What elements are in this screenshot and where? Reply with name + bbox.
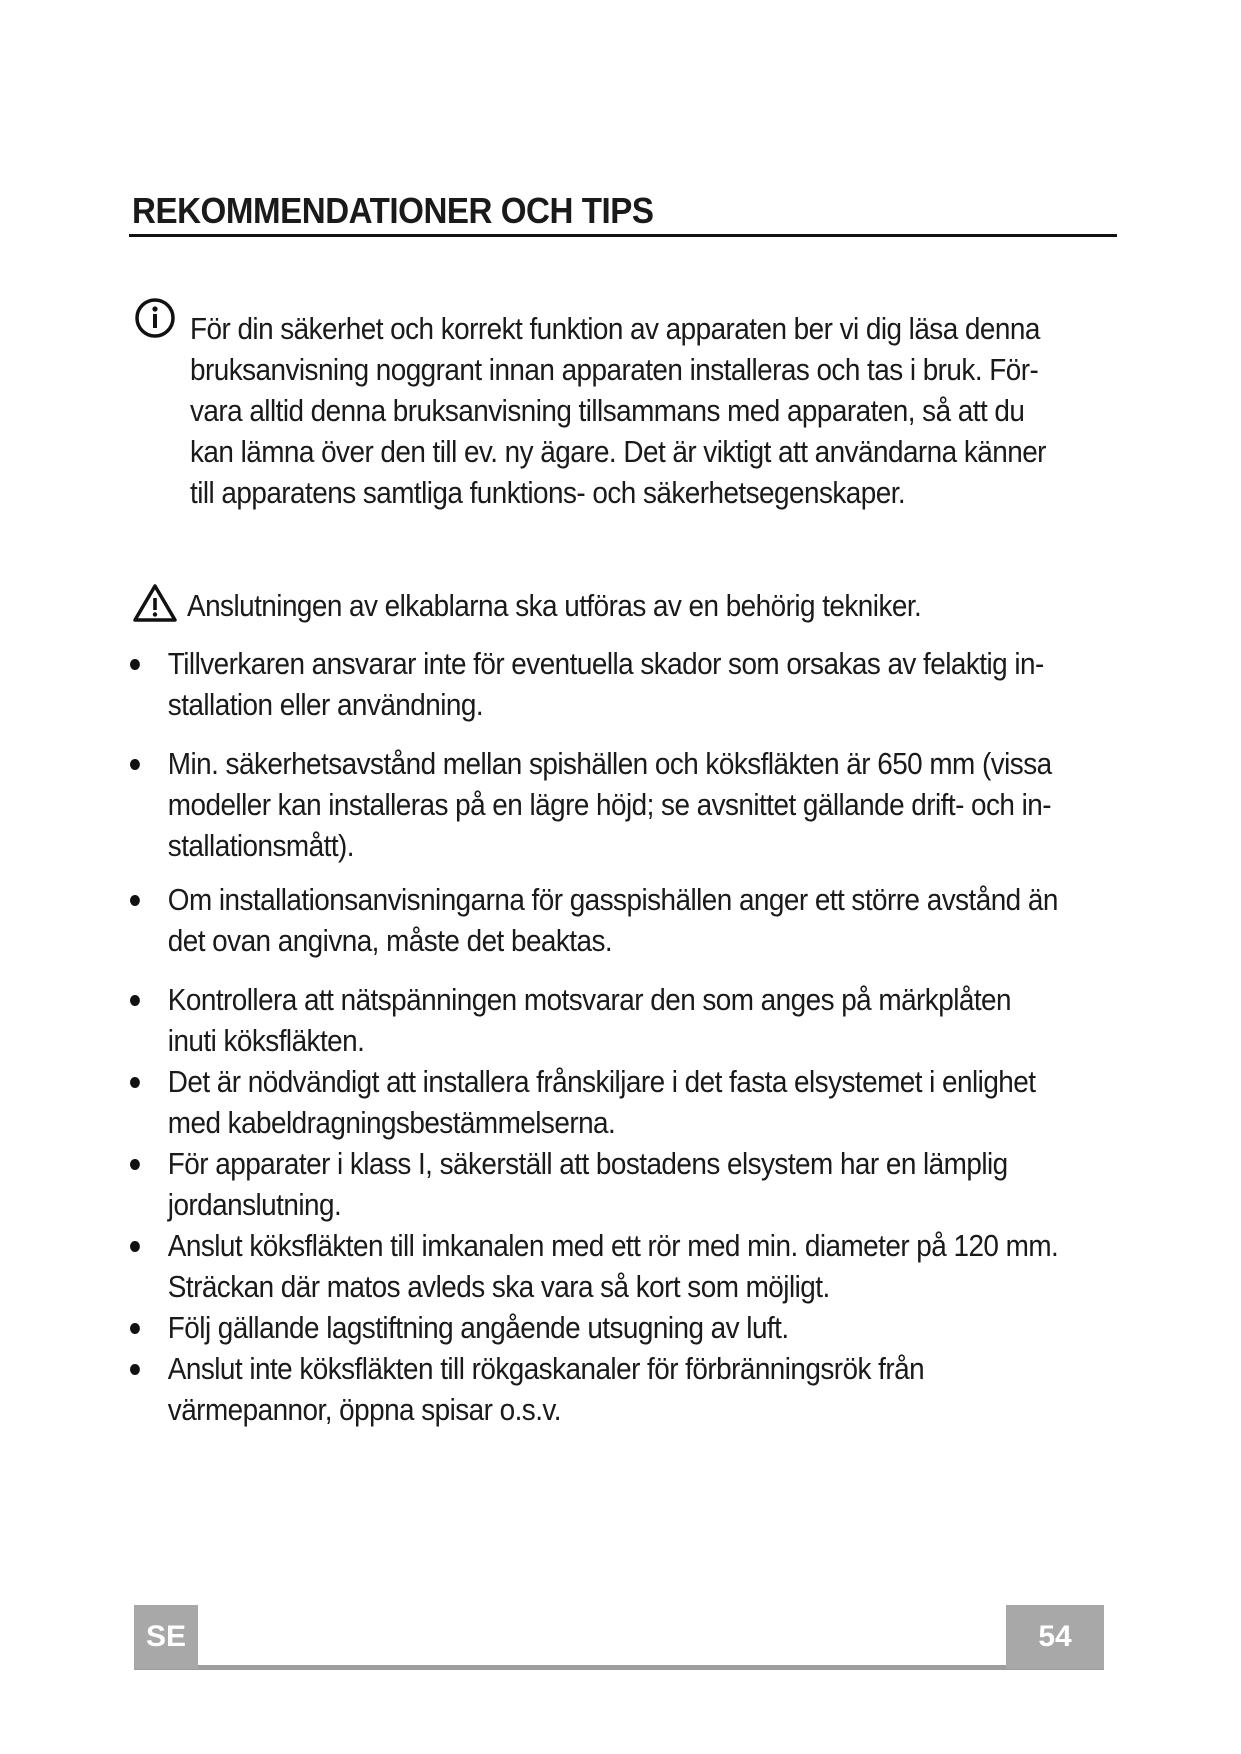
- list-item-line: Tillverkaren ansvarar inte för eventuella skador som orsakas av felaktig in-: [167, 646, 1044, 681]
- list-item-line: stallationsmått).: [167, 828, 355, 863]
- list-item-line: Det är nödvändigt att installera frånskiljare i det fasta elsystemet i enlighet: [167, 1064, 1036, 1099]
- list-item-line: Följ gällande lagstiftning angående utsugning av luft.: [167, 1310, 789, 1345]
- bullet-dot: [130, 1077, 140, 1088]
- title-underline: [129, 234, 1117, 237]
- list-item-line: För apparater i klass I, säkerställ att bostadens elsystem har en lämplig: [167, 1146, 1008, 1181]
- list-item-line: Kontrollera att nätspänningen motsvarar den som anges på märkplåten: [167, 982, 1012, 1017]
- list-item-line: Om installationsanvisningarna för gasspishällen anger ett större avstånd än: [167, 882, 1058, 917]
- list-item-line: Anslut köksfläkten till imkanalen med ett rör med min. diameter på 120 mm.: [167, 1228, 1059, 1263]
- info-line: För din säkerhet och korrekt funktion av apparaten ber vi dig läsa denna: [190, 311, 1040, 346]
- info-line: vara alltid denna bruksanvisning tillsammans med apparaten, så att du: [190, 393, 1025, 428]
- bullet-dot: [130, 1159, 140, 1170]
- bullet-dot: [130, 1364, 140, 1375]
- footer-rule: [134, 1665, 1104, 1670]
- list-item-line: Anslut inte köksfläkten till rökgaskanaler för förbränningsrök från: [167, 1351, 925, 1386]
- page-number: 54: [1006, 1605, 1104, 1669]
- info-line: bruksanvisning noggrant innan apparaten installeras och tas i bruk. För-: [190, 352, 1039, 387]
- bullet-dot: [130, 659, 140, 670]
- list-item-line: värmepannor, öppna spisar o.s.v.: [167, 1392, 561, 1427]
- list-item-line: jordanslutning.: [167, 1187, 342, 1222]
- info-line: till apparatens samtliga funktions- och säkerhetsegenskaper.: [190, 475, 906, 510]
- list-item-line: modeller kan installeras på en lägre höjd; se avsnittet gällande drift- och in-: [167, 787, 1052, 822]
- list-item-line: stallation eller användning.: [167, 687, 484, 722]
- info-icon: [133, 296, 177, 340]
- bullet-dot: [130, 1323, 140, 1334]
- warning-text: Anslutningen av elkablarna ska utföras av en behörig tekniker.: [187, 588, 922, 623]
- bullet-dot: [130, 895, 140, 906]
- info-paragraph: [190, 308, 1090, 513]
- list-item-line: inuti köksfläkten.: [167, 1023, 365, 1058]
- bullet-dot: [130, 1241, 140, 1252]
- bullet-dot: [130, 995, 140, 1006]
- warning-triangle-icon: [132, 583, 178, 623]
- list-item-line: Sträckan där matos avleds ska vara så kort som möjligt.: [167, 1269, 830, 1304]
- list-item-line: det ovan angivna, måste det beaktas.: [167, 923, 613, 958]
- language-badge: SE: [134, 1605, 198, 1669]
- info-line: kan lämna över den till ev. ny ägare. Det är viktigt att användarna känner: [190, 434, 1046, 469]
- bullet-dot: [130, 759, 140, 770]
- page-title: REKOMMENDATIONER OCH TIPS: [132, 190, 654, 231]
- list-item-line: Min. säkerhetsavstånd mellan spishällen och köksfläkten är 650 mm (vissa: [167, 746, 1052, 781]
- list-item-line: med kabeldragningsbestämmelserna.: [167, 1105, 616, 1140]
